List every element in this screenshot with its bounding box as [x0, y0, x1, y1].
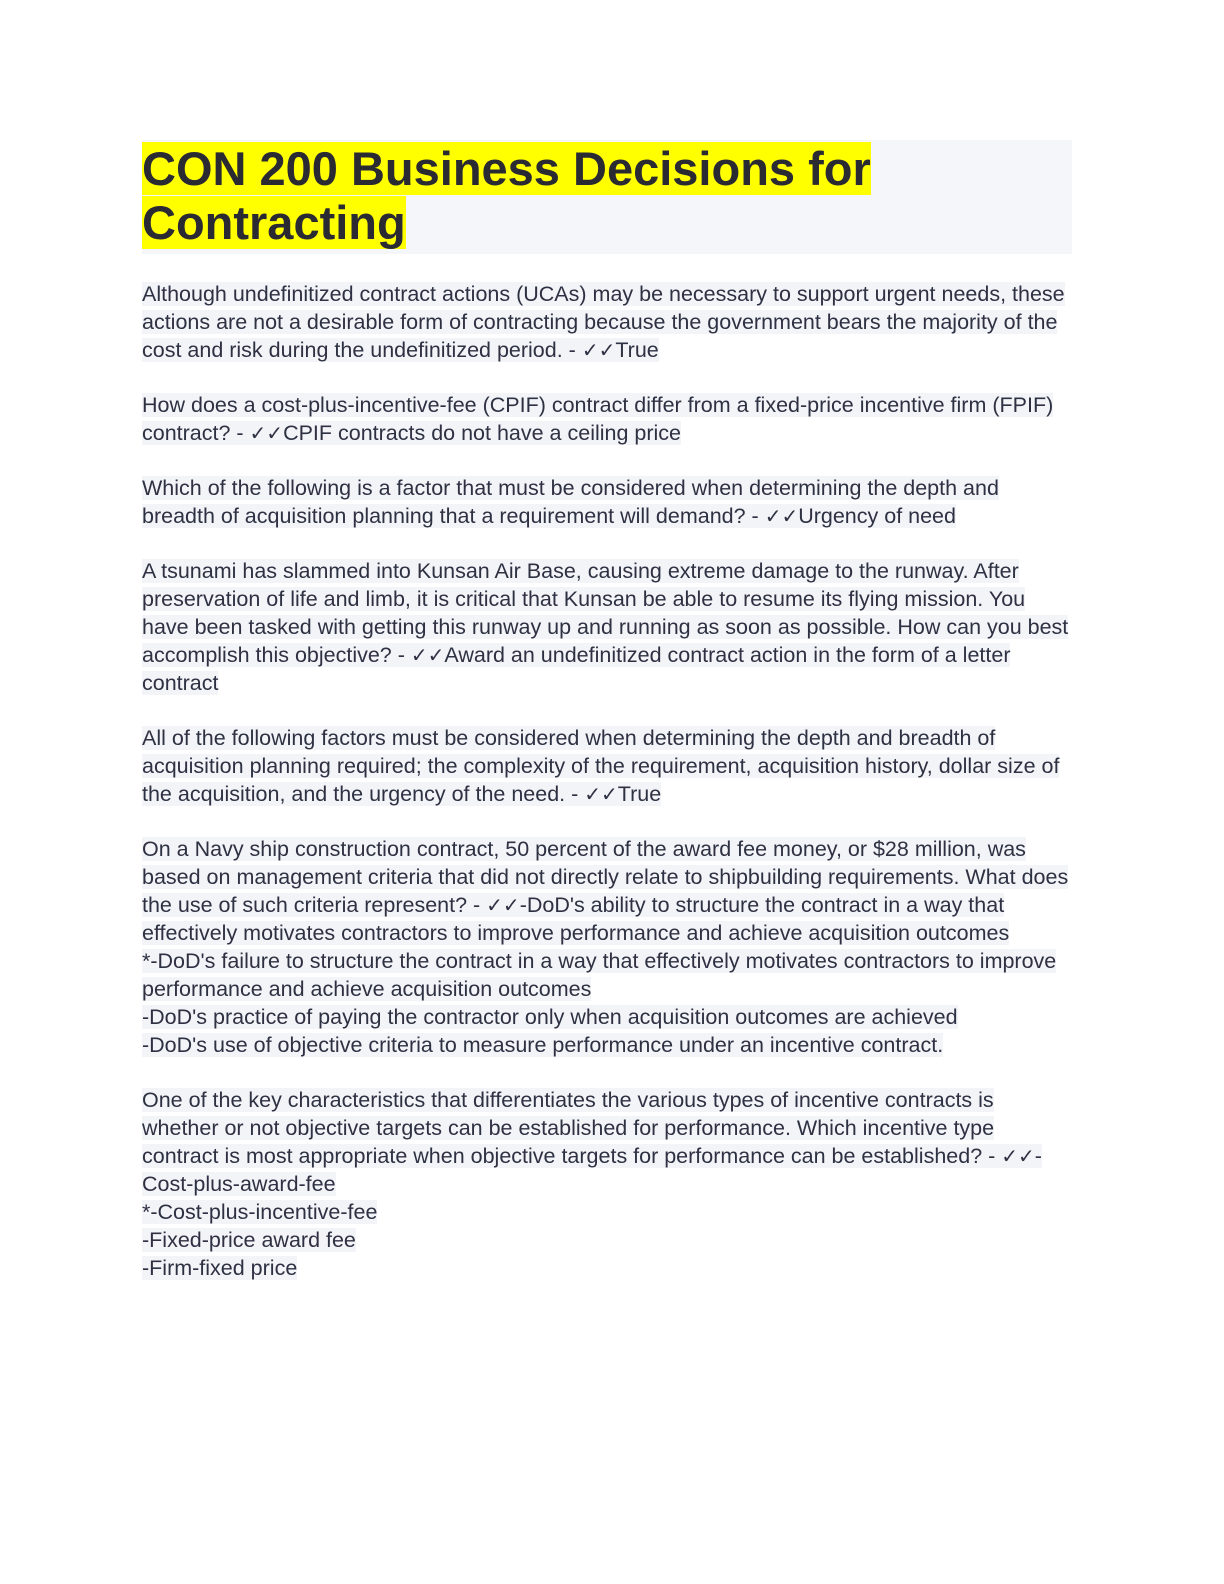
question-text: One of the key characteristics that differentiates the various types of incentive contracts is whether or not objective targets can be established for performance. Which incentive type contract is most appropriate when objective targets for performance can be established? -: [142, 1088, 1002, 1168]
option-line: [142, 1031, 1072, 1059]
qa-item: [142, 474, 1072, 530]
document-page: [142, 140, 1072, 1309]
checkmark-icon: ✓✓: [584, 782, 618, 806]
answer-text: -Cost-plus-award-fee: [142, 1144, 1042, 1196]
qa-main-line: [142, 559, 1068, 695]
option-text: *-Cost-plus-incentive-fee: [142, 1200, 378, 1224]
checkmark-icon: ✓✓: [249, 421, 284, 445]
qa-main-line: [142, 1088, 1042, 1196]
answer-text: CPIF contracts do not have a ceiling price: [283, 421, 682, 445]
qa-main-line: [142, 726, 1059, 806]
question-text: All of the following factors must be considered when determining the depth and breadth of acquisition planning required; the complexity of the requirement, acquisition history, dollar size of the acquisition, and the urgency of the need. -: [142, 726, 1060, 806]
qa-main-line: [142, 393, 1053, 445]
answer-text: True: [617, 782, 662, 806]
option-text: *-DoD's failure to structure the contract in a way that effectively motivates contractors to improve performance and achieve acquisition outcomes: [142, 949, 1057, 1001]
checkmark-icon: ✓✓: [1001, 1144, 1035, 1168]
qa-main-line: [142, 282, 1065, 362]
question-text: A tsunami has slammed into Kunsan Air Base, causing extreme damage to the runway. After preservation of life and limb, it is critical that Kunsan be able to resume its flying mission. You have been tasked with getting this runway up and running as soon as possible. How can you best accomplish this objective? -: [142, 559, 1069, 667]
title-highlight: CON 200 Business Decisions for Contracting: [142, 142, 871, 249]
document-title: [142, 142, 1072, 250]
answer-text: -DoD's ability to structure the contract in a way that effectively motivates contractors to improve performance and achieve acquisition outcomes: [142, 893, 1010, 945]
checkmark-icon: ✓✓: [581, 338, 616, 362]
option-text: -Firm-fixed price: [142, 1256, 298, 1280]
checkmark-icon: ✓✓: [486, 893, 520, 917]
qa-item: [142, 724, 1072, 808]
question-text: On a Navy ship construction contract, 50 percent of the award fee money, or $28 million, was based on management criteria that did not directly relate to shipbuilding requirements. What does the use of such criteria represent? -: [142, 837, 1069, 917]
qa-main-line: [142, 476, 999, 528]
option-line: [142, 1003, 1072, 1031]
option-line: [142, 1198, 1072, 1226]
option-line: [142, 1254, 1072, 1282]
title-block: [142, 140, 1072, 254]
option-line: [142, 947, 1072, 1003]
answer-text: True: [615, 338, 659, 362]
qa-item: [142, 280, 1072, 364]
question-text: How does a cost-plus-incentive-fee (CPIF) contract differ from a fixed-price incentive firm (FPIF) contract? -: [142, 393, 1054, 445]
answer-text: Award an undefinitized contract action in the form of a letter contract: [142, 643, 1011, 695]
qa-item: [142, 557, 1072, 697]
qa-item: [142, 391, 1072, 447]
qa-item: [142, 1086, 1072, 1282]
qa-main-line: [142, 837, 1068, 945]
qa-list: [142, 280, 1072, 1282]
qa-item: [142, 835, 1072, 1059]
checkmark-icon: ✓✓: [410, 643, 445, 667]
answer-text: Urgency of need: [798, 504, 956, 528]
option-line: [142, 1226, 1072, 1254]
option-text: -Fixed-price award fee: [142, 1228, 356, 1252]
option-text: -DoD's use of objective criteria to measure performance under an incentive contract.: [142, 1033, 944, 1057]
question-text: Although undefinitized contract actions (UCAs) may be necessary to support urgent needs, these actions are not a desirable form of contracting because the government bears the majority of the cost and risk during the undefinitized period. -: [142, 282, 1065, 362]
question-text: Which of the following is a factor that must be considered when determining the depth and breadth of acquisition planning that a requirement will demand? -: [142, 476, 999, 528]
checkmark-icon: ✓✓: [764, 504, 799, 528]
option-text: -DoD's practice of paying the contractor only when acquisition outcomes are achieved: [142, 1005, 958, 1029]
